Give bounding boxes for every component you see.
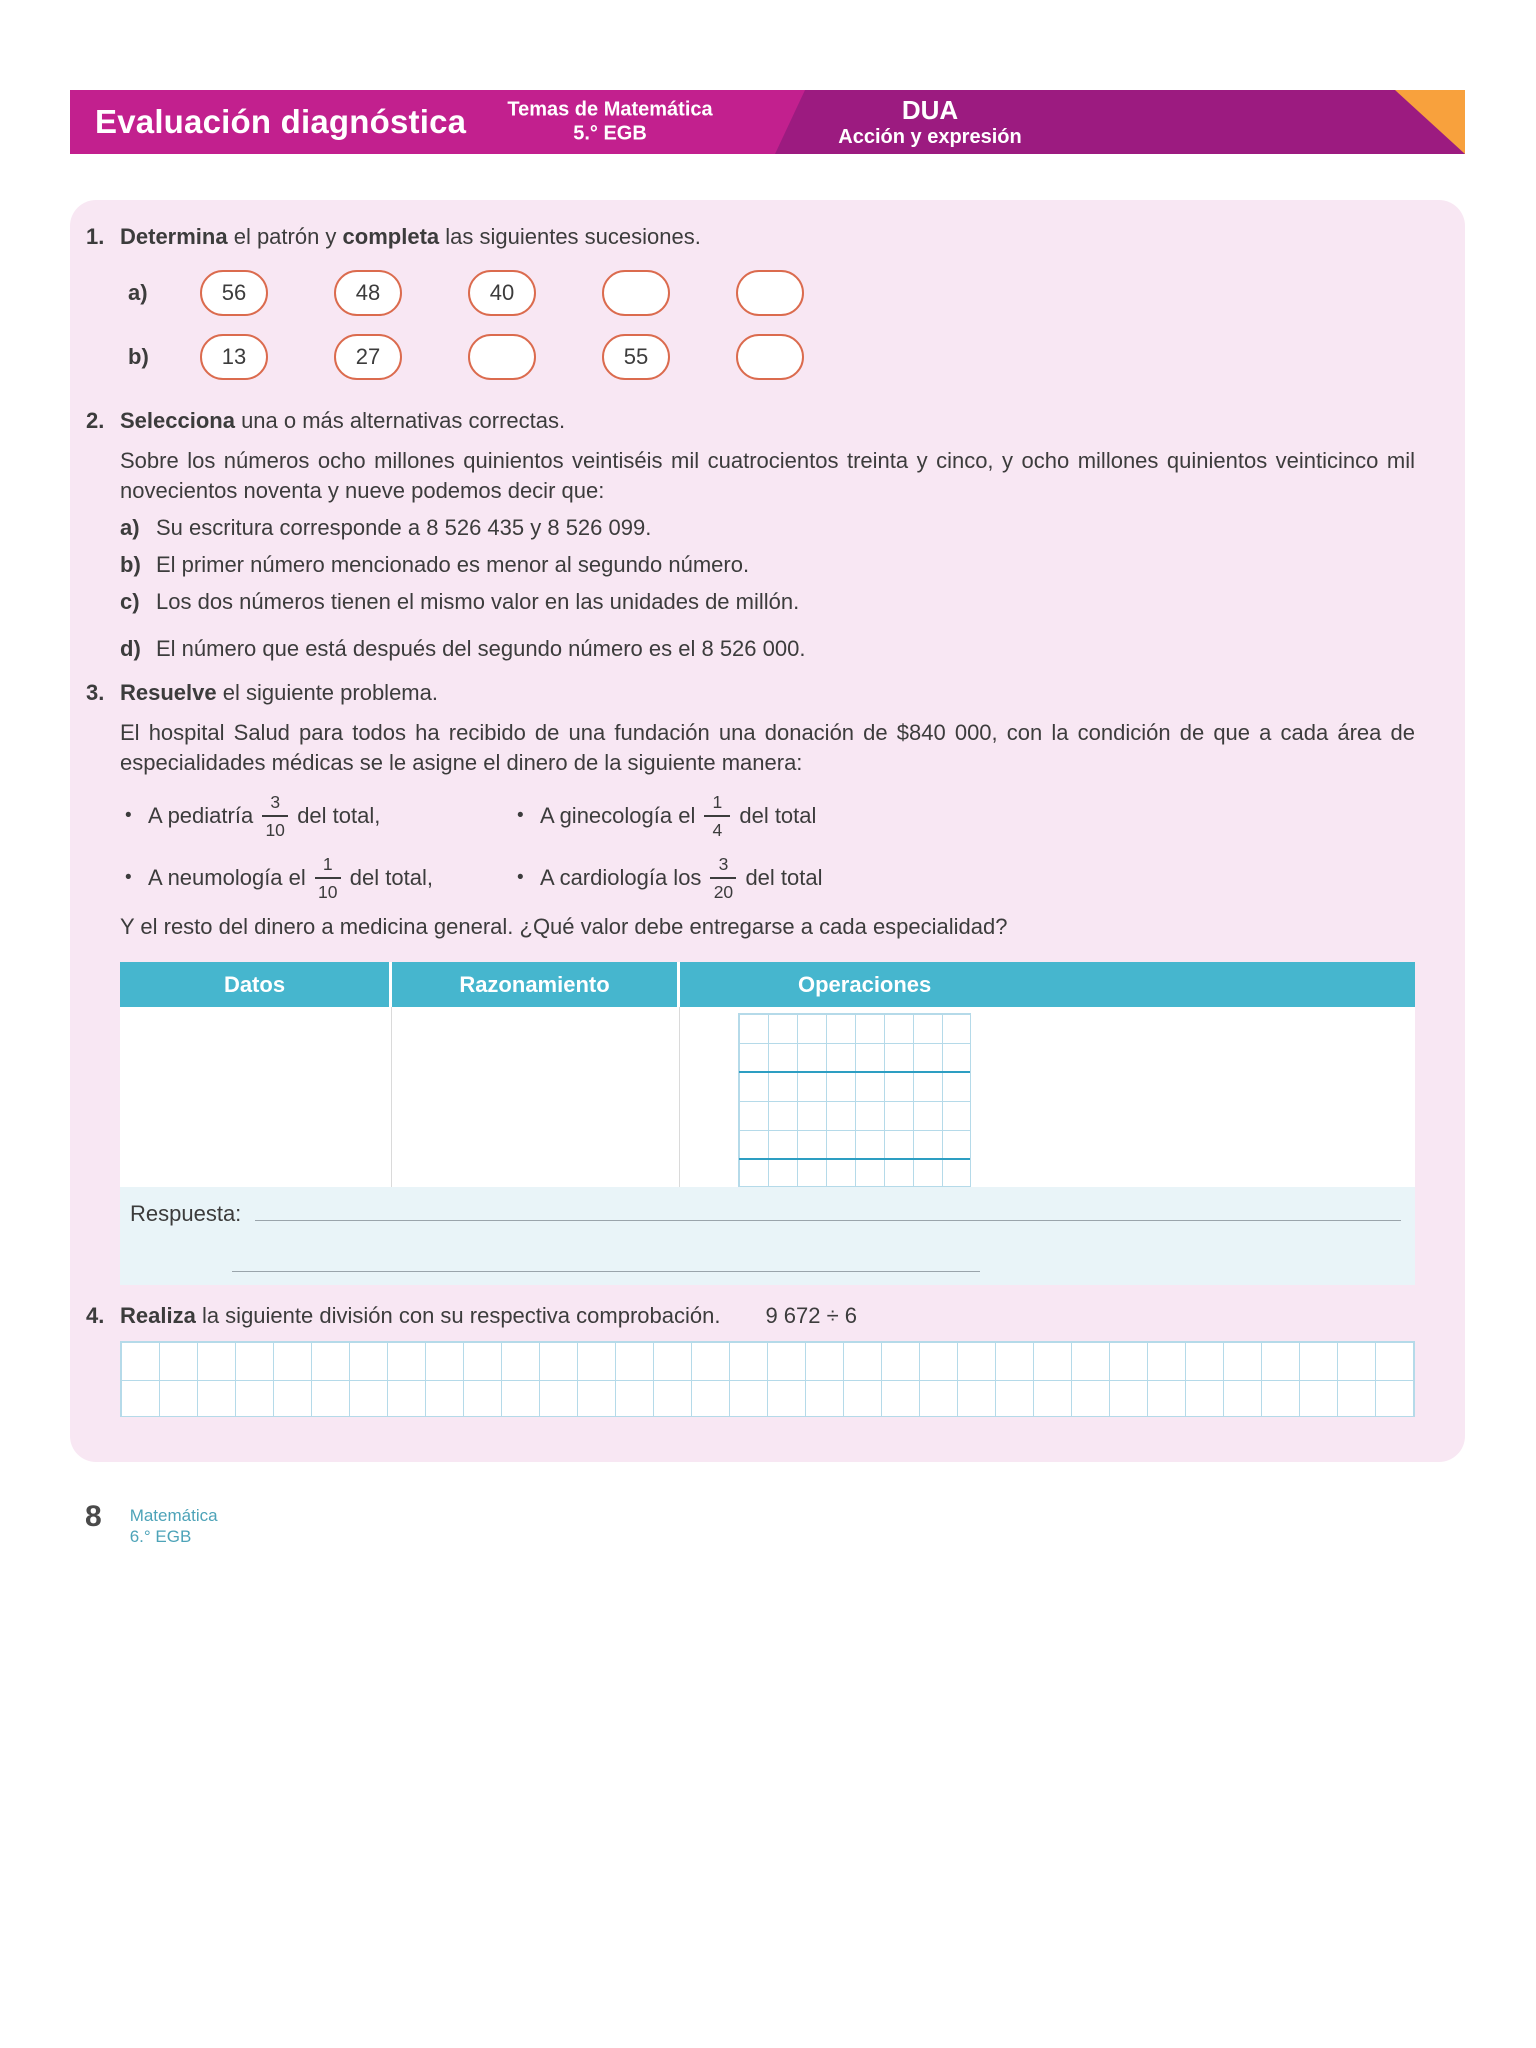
sequence-box-a4-empty[interactable] (602, 270, 670, 316)
bullet-text-pre: A cardiología los (540, 865, 702, 890)
sequence-row-b (128, 334, 1465, 380)
question-3-closing: Y el resto del dinero a medicina general. ¿Qué valor debe entregarse a cada especialidad? (120, 914, 1008, 939)
bullet-text-pre: A neumología el (148, 865, 306, 890)
bullet-pediatria (120, 790, 512, 842)
table-header-razonamiento: Razonamiento (392, 962, 680, 1007)
question-2 (86, 406, 1415, 664)
dua-block (815, 95, 1045, 149)
instruction-text: la siguiente división con su respectiva comprobación. (195, 1303, 721, 1328)
operations-grid[interactable] (738, 1013, 971, 1187)
header-subject: Temas de Matemática (507, 98, 713, 121)
fraction-denominator: 10 (318, 882, 338, 902)
fraction-numerator: 1 (704, 792, 730, 817)
question-3-number: 3. (86, 680, 105, 705)
bullet-text-post: del total (739, 803, 817, 828)
option-b-label: b) (120, 552, 141, 577)
question-4-number: 4. (86, 1303, 105, 1328)
work-table-body (120, 1007, 1415, 1187)
question-2-instruction (120, 406, 1415, 436)
sequence-row-a (128, 270, 1465, 316)
fraction-bullet-list (120, 790, 1415, 904)
instruction-verb: Realiza (120, 1303, 196, 1328)
fraction-3-10 (262, 792, 288, 840)
sequence-row-a-label: a) (128, 280, 148, 305)
dua-subtitle: Acción y expresión (838, 126, 1022, 148)
option-c-text: Los dos números tienen el mismo valor en las unidades de millón. (156, 589, 800, 614)
division-expression: 9 672 ÷ 6 (765, 1303, 858, 1328)
sequence-box-a2: 48 (334, 270, 402, 316)
work-table (120, 962, 1415, 1285)
instruction-text: el patrón y (227, 224, 343, 249)
fraction-1-10 (315, 854, 341, 902)
option-a[interactable] (120, 513, 1415, 543)
bullet-text-post: del total, (297, 803, 381, 828)
option-d[interactable] (120, 634, 1415, 664)
question-3-paragraph: El hospital Salud para todos ha recibido de una fundación una donación de $840 000, con la condición de que a cada área de especialidades médicas se le asigne el dinero de la siguiente manera: (120, 720, 1415, 775)
option-b-text: El primer número mencionado es menor al segundo número. (156, 552, 750, 577)
bullet-ginecologia (512, 790, 1415, 842)
question-1-instruction (120, 222, 1415, 252)
bullet-dot: • (125, 805, 132, 826)
header-subject-block (470, 98, 750, 147)
option-b[interactable] (120, 550, 1415, 580)
option-c[interactable] (120, 587, 1415, 617)
sequence-box-a1: 56 (200, 270, 268, 316)
question-1 (86, 222, 1415, 252)
operations-rule-line (739, 1071, 970, 1073)
option-d-text: El número que está después del segundo número es el 8 526 000. (156, 636, 806, 661)
instruction-text: el siguiente problema. (216, 680, 438, 705)
question-2-number: 2. (86, 408, 105, 433)
question-1-number: 1. (86, 224, 105, 249)
question-3-instruction (120, 678, 1415, 708)
instruction-verb: completa (342, 224, 440, 249)
sequence-box-a3: 40 (468, 270, 536, 316)
dua-title: DUA (901, 95, 959, 125)
fraction-denominator: 4 (712, 820, 723, 840)
fraction-denominator: 20 (713, 882, 734, 902)
sequence-box-b3-empty[interactable] (468, 334, 536, 380)
division-work-grid[interactable] (120, 1341, 1415, 1417)
operaciones-cell[interactable] (680, 1007, 1415, 1187)
worksheet-body (70, 200, 1465, 1462)
instruction-verb: Resuelve (120, 680, 217, 705)
bullet-text-pre: A ginecología el (540, 803, 696, 828)
fraction-numerator: 3 (262, 792, 288, 817)
operations-rule-line (739, 1158, 970, 1160)
bullet-dot: • (125, 867, 132, 888)
respuesta-label: Respuesta: (130, 1201, 242, 1226)
question-3 (86, 678, 1415, 942)
instruction-verb: Selecciona (120, 408, 235, 433)
page-number: 8 (85, 1500, 102, 1533)
bullet-text-post: del total (745, 865, 823, 890)
instruction-text: una o más alternativas correctas. (234, 408, 566, 433)
header-grade: 5.° EGB (573, 123, 647, 145)
footer-subject: Matemática (129, 1506, 218, 1525)
fraction-denominator: 10 (265, 820, 285, 840)
option-c-label: c) (120, 589, 140, 614)
fraction-numerator: 3 (710, 854, 736, 879)
table-header-datos: Datos (120, 962, 392, 1007)
instruction-verb: Determina (120, 224, 228, 249)
respuesta-section (120, 1187, 1415, 1285)
option-d-label: d) (120, 636, 141, 661)
question-4 (86, 1301, 1415, 1331)
bullet-text-post: del total, (349, 865, 433, 890)
sequence-box-b1: 13 (200, 334, 268, 380)
table-header-operaciones: Operaciones (798, 971, 932, 997)
bullet-text-pre: A pediatría (148, 803, 254, 828)
work-table-header (120, 962, 1415, 1007)
bullet-dot: • (517, 805, 524, 826)
answer-line-1[interactable] (255, 1199, 1401, 1221)
question-4-instruction (120, 1301, 720, 1331)
fraction-numerator: 1 (315, 854, 341, 879)
question-2-paragraph: Sobre los números ocho millones quinientos veintiséis mil cuatrocientos treinta y cinco, y ocho millones quinientos veinticinco mil novecientos noventa y nueve podemos decir que: (120, 448, 1415, 503)
datos-cell[interactable] (120, 1007, 392, 1187)
answer-line-2[interactable] (232, 1271, 980, 1272)
fraction-3-20 (710, 854, 736, 902)
sequence-box-b4: 55 (602, 334, 670, 380)
option-a-label: a) (120, 515, 140, 540)
sequence-box-a5-empty[interactable] (736, 270, 804, 316)
instruction-text: las siguientes sucesiones. (439, 224, 701, 249)
page-title: Evaluación diagnóstica (95, 103, 467, 140)
header-banner (70, 90, 1465, 154)
razonamiento-cell[interactable] (392, 1007, 680, 1187)
option-a-text: Su escritura corresponde a 8 526 435 y 8 526 099. (156, 515, 652, 540)
fraction-1-4 (704, 792, 730, 840)
page-footer (85, 1500, 218, 1548)
footer-grade: 6.° EGB (129, 1527, 192, 1547)
bullet-neumologia (120, 852, 512, 904)
bullet-dot: • (517, 867, 524, 888)
footer-text-block (130, 1505, 218, 1548)
bullet-cardiologia (512, 852, 1415, 904)
sequence-box-b5-empty[interactable] (736, 334, 804, 380)
sequence-row-b-label: b) (128, 344, 149, 369)
sequence-box-b2: 27 (334, 334, 402, 380)
